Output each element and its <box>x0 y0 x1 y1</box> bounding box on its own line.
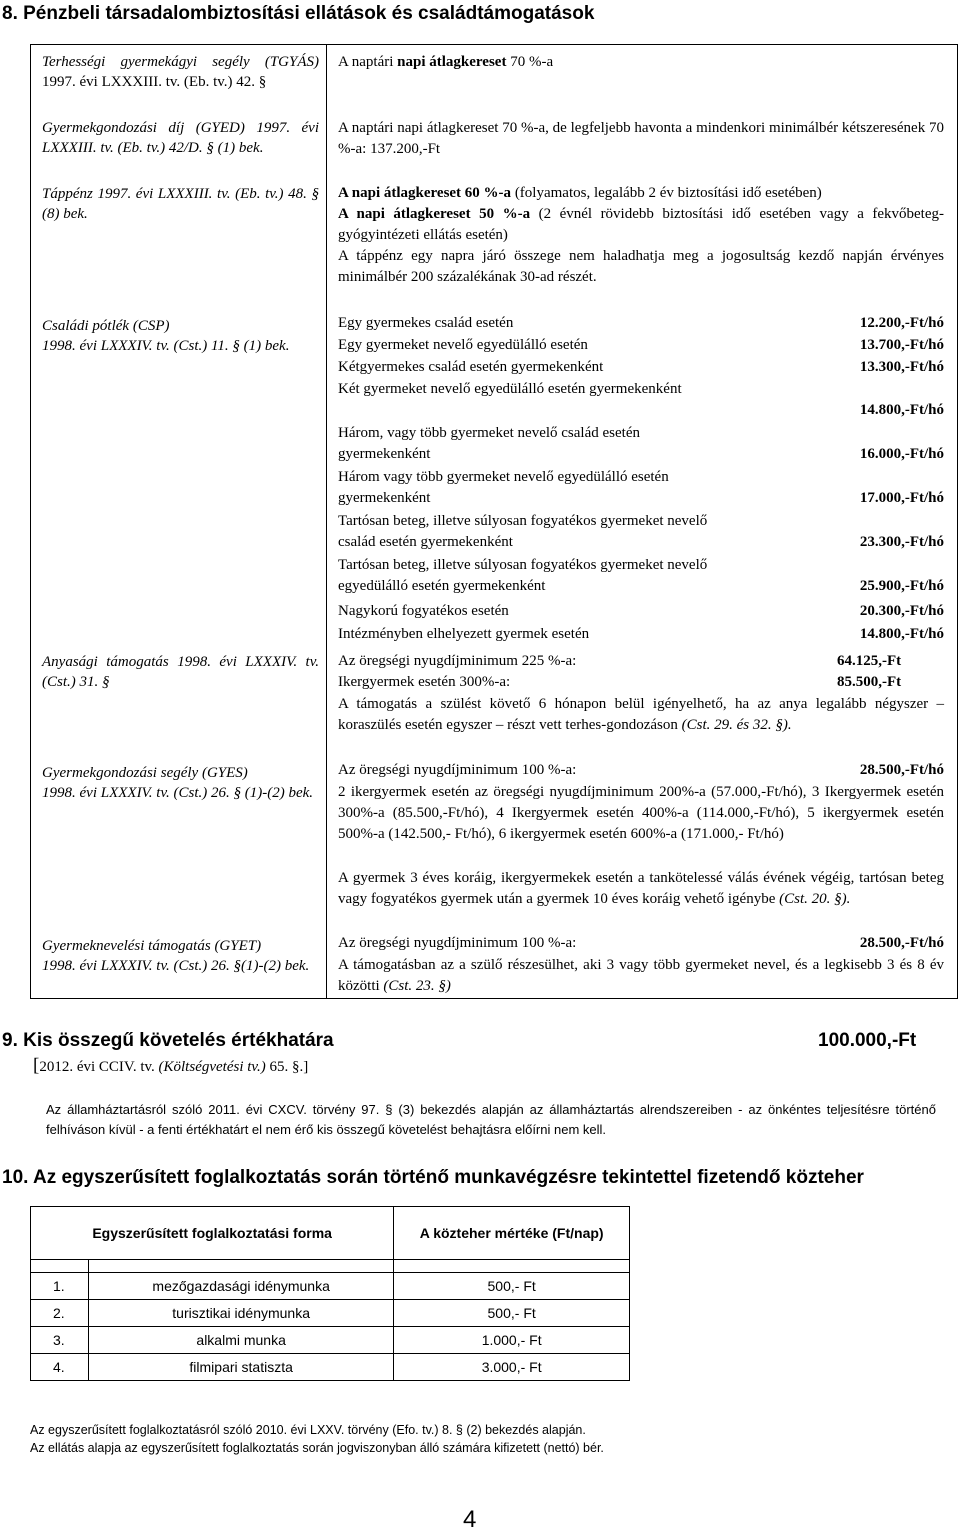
gyes-ref: 1998. évi LXXXIV. tv. (Cst.) 26. § (1)-(2) bek. <box>42 785 314 801</box>
gyes-text-2-body: A gyermek 3 éves koráig, ikergyermekek esetén a tankötelessé válás évének végéig, tartósan beteg vagy fogyatékos gyermek után a gyermek 10 éves koráig vehető igénybe <box>338 870 944 907</box>
csp-row-amount: 16.000,-Ft/hó <box>859 446 944 462</box>
gyed-ref: 1997. évi LXXXIII. tv. (Eb. tv.) 42/D. § (1) bek. <box>42 120 319 156</box>
anyasagi-text-body: A támogatás a szülést követő 6 hónapon belül igényelhető, ha az anya legalább négyszer – koraszülés esetén egyszer – részt vett terhes-gondozáson <box>338 696 944 733</box>
tappenz-p2-bold: A napi átlagkereset 50 %-a <box>338 206 531 222</box>
gyed-label <box>42 118 319 158</box>
csp-label <box>42 316 319 356</box>
footnote-2: Az ellátás alapja az egyszerűsített foglalkoztatás során jogviszonyban álló számára kifizetett (nettó) bér. <box>30 1441 604 1455</box>
gyet-row1-amount: 28.500,-Ft/hó <box>859 935 944 951</box>
csp-row-amount: 13.300,-Ft/hó <box>859 359 944 375</box>
csp-row-amount: 14.800,-Ft/hó <box>859 402 944 418</box>
gyet-row1-label: Az öregségi nyugdíjminimum 100 %-a: <box>338 935 577 951</box>
header-rate: A közteher mértéke (Ft/nap) <box>394 1207 630 1260</box>
page-number: 4 <box>463 1506 477 1533</box>
gyet-text-body: A támogatásban az a szülő részesülhet, aki 3 vagy több gyermeket nevel, és a legkisebb 3 és 8 év közötti <box>338 957 944 994</box>
ref-mid: CIV. tv. <box>108 1059 159 1075</box>
section-9-amount: 100.000,-Ft <box>818 1030 917 1051</box>
tgyas-rule-post: 70 %-a <box>506 54 554 70</box>
csp-row <box>338 467 944 509</box>
tappenz-rule <box>338 183 944 288</box>
anyasagi-row2-label: Ikergyermek esetén 300%-a: <box>338 674 511 690</box>
tappenz-p1-rest: (folyamatos, legalább 2 év biztosítási idő esetében) <box>511 185 822 201</box>
anyasagi-row1-label: Az öregségi nyugdíjminimum 225 %-a: <box>338 653 577 669</box>
csp-row-amount: 20.300,-Ft/hó <box>859 603 944 619</box>
table-row <box>31 1354 630 1381</box>
anyasagi-label <box>42 652 319 692</box>
row-number: 1. <box>31 1273 89 1300</box>
ref-end: 65. §.] <box>265 1059 309 1075</box>
anyasagi-text <box>338 694 944 736</box>
table-row <box>31 1327 630 1354</box>
tappenz-label <box>42 184 319 224</box>
tappenz-ref: 1997. évi LXXXIII. tv. (Eb. tv.) 48. § (8) bek. <box>42 186 319 222</box>
gyed-name: Gyermekgondozási díj (GYED) <box>42 120 245 136</box>
ref-open: [ <box>33 1055 40 1076</box>
csp-row-amount: 14.800,-Ft/hó <box>859 626 944 642</box>
tappenz-p1-bold: A napi átlagkereset 60 %-a <box>338 185 512 201</box>
simplified-employment-table <box>30 1206 630 1381</box>
row-number: 4. <box>31 1354 89 1381</box>
csp-row-amount: 17.000,-Ft/hó <box>859 490 944 506</box>
csp-row-label: Egy gyermekes család esetén <box>338 315 514 331</box>
csp-row <box>338 624 944 645</box>
tappenz-p2-rest: (2 évnél rövidebb biztosítási idő esetében vagy a fekvőbeteg-gyógyintézeti ellátás esetén) <box>338 206 944 243</box>
row-rate: 500,- Ft <box>394 1273 630 1300</box>
tappenz-p3: A táppénz egy napra járó összege nem haladhatja meg a jogosultság kezdő napján érvényes minimálbér 200 százalékának 30-ad részét. <box>338 248 944 285</box>
csp-row-label: Két gyermeket nevelő egyedülálló esetén gyermekenként <box>338 381 682 397</box>
csp-row-label: Kétgyermekes család esetén gyermekenként <box>338 359 604 375</box>
csp-row <box>338 335 944 356</box>
ref-italic: (Költségvetési tv.) <box>158 1059 266 1075</box>
footnote-1: Az egyszerűsített foglalkoztatásról szóló 2010. évi LXXV. törvény (Efo. tv.) 8. § (2) bekezdés alapján. <box>30 1423 586 1437</box>
anyasagi-row1-amount: 64.125,-Ft <box>837 653 902 669</box>
csp-row <box>338 357 944 378</box>
tgyas-rule-pre: A naptári <box>338 54 398 70</box>
gyes-text-1: 2 ikergyermek esetén az öregségi nyugdíjminimum 200%-a (57.000,-Ft/hó), 3 Ikergyermek esetén 300%-a (85.500,-Ft/hó), 4 Ikergyermek esetén 400%-a (114.000,-Ft/hó), 5 ikergyermek esetén 500%-a (142.500,- Ft/hó), 6 ikergyermek esetén 600%-a (171.000,- Ft/hó) <box>338 784 944 842</box>
csp-row <box>338 423 944 465</box>
row-form: alkalmi munka <box>89 1327 394 1354</box>
column-divider <box>326 45 327 998</box>
csp-row-amount: 25.900,-Ft/hó <box>859 578 944 594</box>
gyes-row1-label: Az öregségi nyugdíjminimum 100 %-a: <box>338 762 577 778</box>
section-9-note: Az államháztartásról szóló 2011. évi CXCV. törvény 97. § (3) bekezdés alapján az államháztartás alrendszereiben - az önkéntes teljesítésre történő felhíváson kívül - a fenti értékhatárt el nem érő kis összegű követelést behajtásra előírni nem kell. <box>46 1102 936 1137</box>
row-rate: 3.000,- Ft <box>394 1354 630 1381</box>
table-row <box>31 1273 630 1300</box>
csp-row <box>338 511 944 553</box>
section-10-title: 10. Az egyszerűsített foglalkoztatás során történő munkavégzésre tekintettel fizetendő közteher <box>2 1167 864 1188</box>
section-9-reference <box>33 1055 308 1077</box>
anyasagi-row2-amount: 85.500,-Ft <box>837 674 902 690</box>
gyet-cite: (Cst. 23. §) <box>383 978 451 994</box>
csp-row-label: Tartósan beteg, illetve súlyosan fogyatékos gyermeket nevelő család esetén gyermekenként <box>338 513 708 550</box>
csp-ref: 1998. évi LXXXIV. tv. (Cst.) 11. § (1) bek. <box>42 338 290 354</box>
csp-row <box>338 379 944 421</box>
tgyas-ref: 1997. évi LXXXIII. tv. (Eb. tv.) 42. § <box>42 74 267 90</box>
gyes-cite: (Cst. 20. §). <box>779 891 851 907</box>
tgyas-rule-bold: napi átlagkereset <box>397 54 507 70</box>
row-number: 3. <box>31 1327 89 1354</box>
csp-row-amount: 23.300,-Ft/hó <box>859 534 944 550</box>
row-number: 2. <box>31 1300 89 1327</box>
csp-row-label: Három, vagy több gyermeket nevelő család esetén gyermekenként <box>338 425 640 462</box>
header-form: Egyszerűsített foglalkoztatási forma <box>31 1207 394 1260</box>
row-rate: 500,- Ft <box>394 1300 630 1327</box>
anyasagi-cite: (Cst. 29. és 32. §). <box>681 717 792 733</box>
tgyas-rule <box>338 52 944 73</box>
csp-row-label: Egy gyermeket nevelő egyedülálló esetén <box>338 337 588 353</box>
gyet-name: Gyermeknevelési támogatás (GYET) <box>42 938 262 954</box>
csp-row-amount: 12.200,-Ft/hó <box>859 315 944 331</box>
tappenz-p2 <box>338 204 944 246</box>
gyet-text <box>338 955 944 997</box>
csp-row <box>338 313 944 334</box>
tappenz-p1 <box>338 183 944 204</box>
csp-row <box>338 601 944 622</box>
csp-row-label: Nagykorú fogyatékos esetén <box>338 603 509 619</box>
row-form: filmipari statiszta <box>89 1354 394 1381</box>
gyed-rule <box>338 118 944 160</box>
row-form: mezőgazdasági idénymunka <box>89 1273 394 1300</box>
tgyas-name: Terhességi gyermekágyi segély (TGYÁS) <box>42 54 319 70</box>
csp-name: Családi pótlék (CSP) <box>42 318 170 334</box>
csp-row-label: Tartósan beteg, illetve súlyosan fogyatékos gyermeket nevelő egyedülálló esetén gyermekenként <box>338 557 708 594</box>
gyet-row-1 <box>338 933 944 954</box>
gyet-label <box>42 936 319 976</box>
table-row <box>31 1300 630 1327</box>
gyet-ref: 1998. évi LXXXIV. tv. (Cst.) 26. §(1)-(2) bek. <box>42 958 310 974</box>
gyes-row-1 <box>338 760 944 781</box>
gyed-amount: 137.200,-Ft <box>370 141 441 157</box>
tgyas-label <box>42 52 319 92</box>
csp-row-label: Intézményben elhelyezett gyermek esetén <box>338 626 590 642</box>
csp-row <box>338 555 944 597</box>
section-8-title: 8. Pénzbeli társadalombiztosítási ellátások és családtámogatások <box>2 3 595 24</box>
ref-year: 2012. évi C <box>39 1059 109 1075</box>
csp-row-amount: 13.700,-Ft/hó <box>859 337 944 353</box>
anyasagi-name: Anyasági támogatás <box>42 654 169 670</box>
gyes-label <box>42 763 319 803</box>
tappenz-name: Táppénz <box>42 186 93 202</box>
row-rate: 1.000,- Ft <box>394 1327 630 1354</box>
gyes-row1-amount: 28.500,-Ft/hó <box>859 762 944 778</box>
gyed-rule-text: A naptári napi átlagkereset 70 %-a, de legfeljebb havonta a mindenkori minimálbér kétszeresének 70 %-a: <box>338 120 944 157</box>
anyasagi-row-2 <box>338 672 944 693</box>
csp-row-label: Három vagy több gyermeket nevelő egyedülálló esetén gyermekenként <box>338 469 669 506</box>
anyasagi-row-1 <box>338 651 944 672</box>
section-9-title: 9. Kis összegű követelés értékhatára <box>2 1030 334 1051</box>
row-form: turisztikai idénymunka <box>89 1300 394 1327</box>
gyes-text-2 <box>338 868 944 910</box>
gyes-name: Gyermekgondozási segély (GYES) <box>42 765 248 781</box>
anyasagi-ref: 1998. évi LXXXIV. tv. (Cst.) 31. § <box>42 654 319 690</box>
section-10-footnotes <box>30 1421 930 1457</box>
